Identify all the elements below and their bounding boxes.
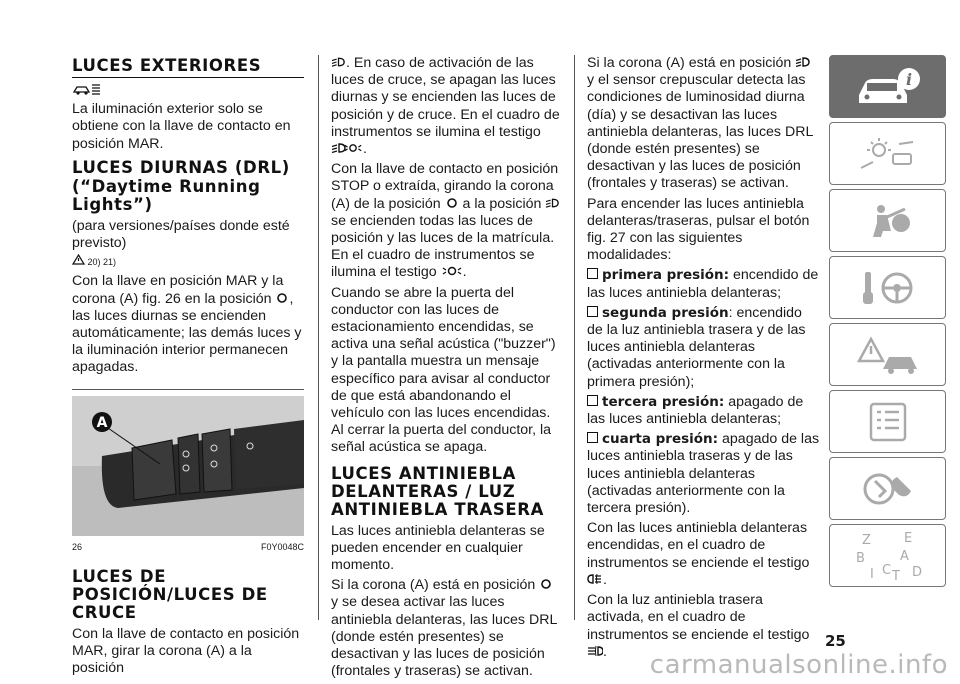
buzzer-text: Cuando se abre la puerta del conductor con las luces de estacionamiento encendidas, se activa una señal acústica ("buzzer") y la pantalla muestra un mensaje específico para avisar al conductor de que está abandonando el vehículo con las luces encendidas. Al cerrar la puerta del conductor, la señal acústica se apaga.: [331, 284, 556, 456]
low-beam-indicator-icon: [331, 142, 363, 154]
dashboard-lights-icon: [853, 132, 923, 176]
chapter-tabs: [829, 55, 946, 591]
lowbeam-text-a: . En caso de activación de las luces de cruce, se apagan las luces diurnas y se encienden las luces de posición y de cruce. En el cuadro de instrumentos se ilumina el testigo: [331, 55, 560, 140]
drl-text: [72, 273, 304, 376]
sensor-text-b: y el sensor crepuscular detecta las condiciones de luminosidad diurna (día) y se desactivan las luces antiniebla delanteras, las luces DRL (donde estén presentes) se desactivan y las luces de posición (frontales y traseras) se activan.: [587, 72, 813, 192]
svg-text:I: I: [869, 566, 874, 582]
position-lights-heading: LUCES DE POSICIÓN/LUCES DE CRUCE: [72, 566, 268, 622]
parking-light-icon: [441, 265, 463, 277]
tab-maintenance[interactable]: [829, 390, 946, 453]
alphabet-index-icon: [848, 530, 928, 582]
bullet-square: [587, 395, 598, 406]
lowbeam-text: [331, 55, 563, 158]
rear-fog-text-end: .: [603, 643, 607, 660]
tab-safety[interactable]: [829, 189, 946, 252]
intro-text: La iluminación exterior solo se obtiene con la llave de contacto en posición MAR.: [72, 101, 291, 152]
stop-text-d: .: [462, 264, 467, 281]
stop-text-b: a la posición: [462, 195, 542, 212]
tab-index[interactable]: [829, 524, 946, 587]
key-steering-icon: [853, 266, 923, 310]
tab-dashboard[interactable]: [829, 122, 946, 185]
front-fog-icon: [587, 573, 603, 585]
press-item-label: primera presión:: [602, 267, 730, 284]
tab-starting[interactable]: [829, 256, 946, 319]
fog-lights-heading: LUCES ANTINIEBLA DELANTERAS / LUZ ANTINIEBLA TRASERA: [331, 463, 544, 519]
press-item-label: tercera presión:: [602, 393, 725, 410]
warning-car-icon: [853, 333, 923, 377]
heading-rule: [72, 77, 304, 78]
section-heading: LUCES EXTERIORES: [72, 56, 262, 75]
front-fog-text-end: .: [603, 571, 607, 588]
figure-label-a: A: [96, 414, 108, 431]
bullet-square: [587, 268, 598, 279]
car-light-icon: [72, 82, 102, 96]
figure-number: 26: [72, 541, 83, 552]
bullet-square: [587, 432, 598, 443]
figure-rule: [72, 389, 304, 390]
svg-text:D: D: [911, 564, 922, 580]
watermark: carmanualsonline.info: [649, 650, 948, 680]
tab-technical[interactable]: [829, 457, 946, 520]
press-item-text: encendido de las luces antiniebla delanteras;: [587, 267, 819, 301]
sensor-text-a: Si la corona (A) está en posición: [587, 55, 792, 71]
stop-text-a: Con la llave de contacto en posición STOP o extraída, girando la corona (A) de la posición: [331, 161, 559, 212]
press-item-text: apagado de las luces antiniebla traseras y de las luces antiniebla delanteras (activadas anteriormente con la tercera presión).: [587, 431, 820, 517]
svg-text:i: i: [905, 69, 912, 89]
bullet-square: [587, 306, 598, 317]
figure-26: [72, 396, 304, 536]
svg-text:T: T: [891, 568, 900, 582]
position-light-icon: [275, 292, 289, 304]
fog-drl-text-a: Si la corona (A) está en posición: [331, 577, 536, 594]
column-divider: [574, 55, 575, 620]
svg-text:A: A: [899, 548, 909, 564]
svg-text:E: E: [903, 530, 912, 546]
tab-emergency[interactable]: [829, 323, 946, 386]
drl-heading: LUCES DIURNAS (DRL): [72, 157, 290, 177]
press-item: [587, 305, 821, 391]
low-beam-icon: [545, 197, 560, 209]
column-3: [587, 55, 821, 664]
press-item-text: : encendido de la luz antiniebla trasera y de las luces antiniebla delanteras (activadas anteriormente con la primera presión);: [587, 304, 806, 390]
fog-drl-text: [331, 577, 563, 680]
press-item-text: apagado de las luces antiniebla delanteras;: [587, 393, 804, 428]
rear-fog-icon: [587, 645, 603, 657]
figure-code: F0Y0048C: [260, 541, 304, 552]
sensor-text: [587, 55, 821, 193]
front-fog-text: Con las luces antiniebla delanteras encendidas, en el cuadro de instrumentos se enciende el testigo: [587, 520, 810, 571]
stop-text: [331, 161, 563, 281]
press-item: [587, 431, 821, 517]
low-beam-icon: [331, 56, 346, 68]
drl-text-b: , las luces diurnas se encienden automáticamente; las demás luces y la iluminación interior permanecen apagadas.: [72, 290, 302, 376]
press-list: [587, 267, 821, 517]
airbag-icon: [853, 199, 923, 243]
press-item: [587, 267, 821, 301]
lowbeam-text-b: .: [363, 141, 367, 158]
front-fog-indicator-text: [587, 520, 821, 589]
svg-text:Z: Z: [861, 532, 871, 548]
position-light-icon: [539, 578, 553, 590]
column-divider: [318, 55, 319, 620]
press-item: [587, 394, 821, 428]
page-number: 25: [825, 632, 846, 650]
fog-drl-text-b: y se desea activar las luces antiniebla delanteras, las luces DRL (donde estén presentes) se desactivan y las luces de posición (frontales y traseras) se activan.: [331, 594, 557, 680]
stop-text-c: se encienden todas las luces de posición y las luces de la matrícula. En el cuadro de instrumentos se ilumina el testigo: [331, 212, 555, 281]
drl-note: (para versiones/países donde esté previsto): [72, 217, 290, 252]
warning-numbers: 20) 21): [87, 257, 117, 268]
svg-text:B: B: [855, 550, 865, 566]
position-light-icon: [445, 197, 459, 209]
checklist-icon: [853, 400, 923, 444]
press-item-label: segunda presión: [602, 304, 729, 321]
fog-intro: Las luces antiniebla delanteras se pueden encender en cualquier momento.: [331, 522, 545, 574]
fog-button-text: Para encender las luces antiniebla delanteras/traseras, pulsar el botón fig. 27 con las siguientes modalidades:: [587, 195, 810, 264]
drl-subheading: (“Daytime Running Lights”): [72, 176, 261, 214]
service-wrench-icon: [853, 467, 923, 511]
warning-refs: [72, 254, 304, 271]
car-info-icon: [853, 65, 923, 109]
press-item-label: cuarta presión:: [602, 431, 719, 448]
svg-text:C: C: [881, 562, 891, 578]
drl-text-a: Con la llave en posición MAR y la corona (A) fig. 26 en la posición: [72, 273, 284, 307]
column-1: [72, 55, 304, 680]
auto-light-icon: [795, 56, 811, 68]
warning-triangle-icon: [72, 254, 85, 265]
column-2: [331, 55, 563, 684]
figure-caption: [72, 539, 304, 556]
rear-fog-text: Con la luz antiniebla trasera activada, en el cuadro de instrumentos se enciende el testigo: [587, 592, 810, 643]
light-stalk-illustration: [72, 396, 304, 536]
tab-car-info[interactable]: [829, 55, 946, 118]
position-lights-text: Con la llave de contacto en posición MAR, girar la corona (A) a la posición: [72, 625, 300, 677]
